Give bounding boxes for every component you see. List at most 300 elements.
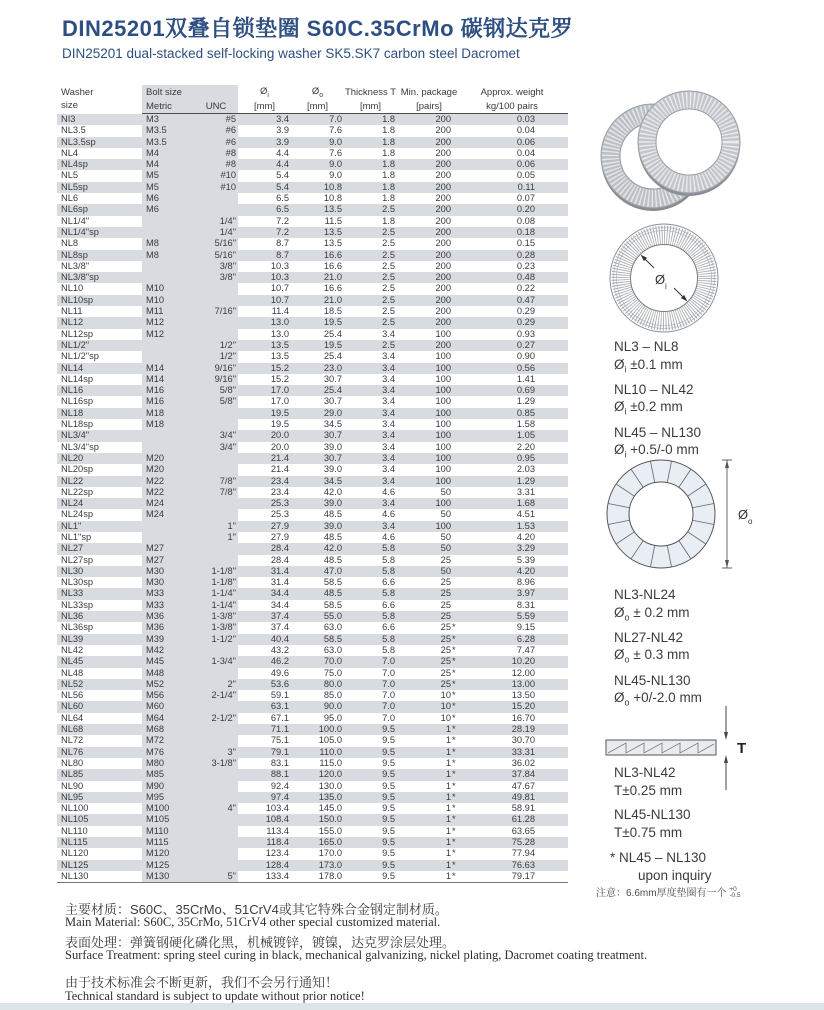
table-cell <box>194 464 238 475</box>
table-cell-package: 1* <box>445 746 456 757</box>
table-cell-weight: 63.65 <box>511 825 535 836</box>
tolerance-value: $Ø_i \pm 0.2$ mm <box>614 399 683 418</box>
table-cell-package: 25 <box>440 599 451 610</box>
table-cell: 5.8 <box>382 565 395 576</box>
washer-product-photo <box>592 88 820 220</box>
table-cell-package: 50 <box>440 543 451 554</box>
table-cell: 7.0 <box>382 701 395 712</box>
table-cell: 46.2 <box>270 656 289 667</box>
table-row <box>57 690 568 701</box>
table-cell: M130 <box>142 871 194 883</box>
table-cell: M14 <box>142 374 194 385</box>
table-cell: 7.6 <box>329 147 342 158</box>
surface-note-zh: 表面处理：弹簧钢硬化磷化黑，机械镀锌，镀镍，达克罗涂层处理。 <box>65 935 456 950</box>
table-cell: 113.4 <box>266 825 289 836</box>
table-cell: 97.4 <box>270 791 289 802</box>
table-cell: 1.8 <box>382 159 395 170</box>
table-cell-weight: 2.20 <box>516 441 535 452</box>
table-cell: #5 <box>194 114 238 126</box>
table-cell-package: 100 <box>435 362 451 373</box>
table-cell: 5.8 <box>382 644 395 655</box>
table-cell: 37.4 <box>270 611 289 622</box>
washer-spec-table <box>57 85 568 883</box>
table-cell: NL11 <box>61 306 83 317</box>
tolerance-range: NL3-NL42 <box>614 765 676 780</box>
outer-diameter-drawing <box>596 456 766 578</box>
table-cell-weight: 0.15 <box>516 238 535 249</box>
table-cell-package: 100 <box>435 464 451 475</box>
table-cell: 19.5 <box>323 317 342 328</box>
table-cell: 5/8" <box>194 385 238 396</box>
tolerance-range: NL3 – NL8 <box>614 339 679 354</box>
thickness-note-cn: 注意：6.6mm厚度垫圈有一个 +0 -0.5 <box>596 885 741 900</box>
table-cell: 1/4" <box>194 216 238 227</box>
table-cell-package: 50 <box>440 486 451 497</box>
table-cell: 9.5 <box>344 871 397 883</box>
table-cell-package: 25* <box>440 678 456 689</box>
table-cell: 58.5 <box>323 599 342 610</box>
table-cell <box>194 848 238 859</box>
spec-table-wrap <box>57 85 568 883</box>
table-cell-package: 200 <box>435 226 451 237</box>
table-cell: 1.8 <box>382 215 395 226</box>
table-cell: #10 <box>194 170 238 181</box>
table-cell-weight: 0.04 <box>516 125 535 136</box>
table-cell: NL3/4" <box>61 430 90 441</box>
table-cell: 21.4 <box>270 464 289 475</box>
table-cell <box>194 498 238 509</box>
table-cell: NL27 <box>61 543 84 554</box>
table-cell: 34.4 <box>270 599 289 610</box>
table-cell: NL42 <box>61 644 84 655</box>
table-row <box>57 295 568 306</box>
table-cell: 75.1 <box>270 735 289 746</box>
table-cell: M39 <box>142 634 194 645</box>
table-cell: 120.0 <box>318 769 342 780</box>
table-row <box>57 656 568 667</box>
table-cell: 10.3 <box>270 260 289 271</box>
table-cell-package: 100 <box>435 498 451 509</box>
table-cell <box>194 453 238 464</box>
table-cell: 58.5 <box>323 577 342 588</box>
table-row <box>57 148 568 159</box>
table-cell: 1.8 <box>382 193 395 204</box>
table-cell: 3.4 <box>382 475 395 486</box>
table-cell: 80.0 <box>323 678 342 689</box>
table-cell: 1-3/8" <box>194 622 238 633</box>
table-cell: NL16 <box>61 385 84 396</box>
table-cell-weight: 0.07 <box>516 193 535 204</box>
table-row <box>57 385 568 396</box>
table-cell: 2.5 <box>382 238 395 249</box>
table-row <box>57 283 568 294</box>
table-cell: M56 <box>142 690 194 701</box>
table-cell: NL1" <box>61 520 82 531</box>
table-cell: M110 <box>142 826 194 837</box>
inner-diameter-drawing <box>598 218 748 340</box>
front-washer-ring <box>638 91 740 196</box>
table-cell: 108.4 <box>265 814 289 825</box>
table-cell-package: 100 <box>435 328 451 339</box>
table-cell: 30.7 <box>323 373 342 384</box>
table-cell: 29.0 <box>323 407 342 418</box>
table-cell: NL22sp <box>61 486 94 497</box>
table-cell: M6 <box>142 193 194 204</box>
table-cell: M72 <box>142 735 194 746</box>
table-cell: 9.5 <box>382 780 395 791</box>
table-cell-package: 200 <box>435 317 451 328</box>
table-row <box>57 216 568 227</box>
table-cell: 3/4" <box>194 430 238 441</box>
table-cell: 133.4 <box>238 871 291 883</box>
table-cell-weight: 1.53 <box>516 520 535 531</box>
table-cell: 23.4 <box>270 475 289 486</box>
table-row <box>57 193 568 204</box>
inquiry-footnote <box>610 849 712 884</box>
table-cell-weight: 0.95 <box>516 452 535 463</box>
table-cell <box>142 272 194 283</box>
table-cell: NL14 <box>61 362 84 373</box>
table-cell-weight: 0.22 <box>516 283 535 294</box>
table-cell: 5.4 <box>276 181 289 192</box>
update-notice-en: Technical standard is subject to update without prior notice! <box>65 989 365 1003</box>
table-cell: M42 <box>142 645 194 656</box>
table-cell: M5 <box>142 170 194 181</box>
surface-note-en: Surface Treatment: spring steel curing in black, mechanical galvanizing, nickel plating, Dacromet coating treatment. <box>65 948 648 962</box>
table-cell: 34.4 <box>270 588 289 599</box>
table-cell: 2.5 <box>382 317 395 328</box>
table-cell <box>194 668 238 679</box>
table-cell: 9.0 <box>329 159 342 170</box>
table-cell-package: 200 <box>435 136 451 147</box>
table-row <box>57 803 568 814</box>
table-cell: M33 <box>142 588 194 599</box>
table-cell: 19.5 <box>323 339 342 350</box>
table-cell: M22 <box>142 487 194 498</box>
table-cell: 4.6 <box>382 531 395 542</box>
table-cell: 2.5 <box>382 294 395 305</box>
table-cell: 7.0 <box>382 656 395 667</box>
table-cell: 11.4 <box>271 306 289 317</box>
table-cell-weight: 10.20 <box>511 656 535 667</box>
table-cell: NL1/2"sp <box>61 351 99 362</box>
header-inner-diameter: $Ø_i$ <box>260 85 269 99</box>
table-cell: NL8 <box>61 238 79 249</box>
table-cell: NL52 <box>61 678 84 689</box>
table-cell: 3.4 <box>382 328 395 339</box>
table-cell-weight: 79.17 <box>461 871 568 883</box>
table-cell: 4.6 <box>382 486 395 497</box>
table-cell-weight: 76.63 <box>511 859 535 870</box>
table-cell: 43.2 <box>270 644 289 655</box>
table-cell: 48.5 <box>323 509 342 520</box>
table-cell: NL120 <box>61 848 89 859</box>
table-cell: 2.5 <box>382 260 395 271</box>
table-cell <box>194 408 238 419</box>
table-cell: 63.1 <box>270 701 289 712</box>
table-cell: 13.5 <box>323 204 342 215</box>
header-pairs-unit: [pairs] <box>397 99 461 114</box>
table-cell: M52 <box>142 679 194 690</box>
table-cell: 3.4 <box>382 362 395 373</box>
table-cell: M76 <box>142 747 194 758</box>
table-cell: NL1/4" <box>61 215 90 226</box>
table-cell: 1-3/4" <box>194 656 238 667</box>
table-cell: M3 <box>142 114 194 126</box>
table-cell-weight: 13.50 <box>511 690 535 701</box>
table-cell-weight: 0.85 <box>516 407 535 418</box>
table-cell-weight: 4.51 <box>516 509 535 520</box>
table-cell: 39.0 <box>323 498 342 509</box>
table-row <box>57 622 568 633</box>
table-cell <box>194 283 238 294</box>
table-cell: 7/16" <box>194 306 238 317</box>
table-cell: 5.8 <box>382 554 395 565</box>
table-cell <box>142 340 194 351</box>
table-cell: 55.0 <box>323 611 342 622</box>
table-cell: 31.4 <box>270 565 289 576</box>
table-cell <box>194 781 238 792</box>
table-cell: 3/4" <box>194 442 238 453</box>
table-row <box>57 871 568 883</box>
table-cell-package: 200 <box>435 125 451 136</box>
table-row <box>57 555 568 566</box>
table-cell-weight: 36.02 <box>511 757 535 768</box>
table-cell: 3/8" <box>194 272 238 283</box>
table-cell: 103.4 <box>265 803 289 814</box>
table-cell: M4 <box>142 159 194 170</box>
table-cell <box>194 826 238 837</box>
table-cell: NL39 <box>61 633 84 644</box>
table-cell-weight: 0.27 <box>516 339 535 350</box>
table-cell <box>194 543 238 554</box>
table-cell-weight: 0.47 <box>516 294 535 305</box>
table-cell: 3.4 <box>382 373 395 384</box>
table-cell: 47.0 <box>323 565 342 576</box>
table-cell-weight: 7.47 <box>516 644 535 655</box>
table-row <box>57 374 568 385</box>
table-cell-weight: 1.05 <box>516 430 535 441</box>
table-cell: 9.5 <box>382 769 395 780</box>
table-cell-weight: 0.08 <box>516 215 535 226</box>
table-cell-package: 100 <box>435 520 451 531</box>
table-cell <box>142 521 194 532</box>
table-cell: 3.9 <box>276 136 289 147</box>
table-cell: M22 <box>142 476 194 487</box>
table-cell-weight: 0.29 <box>516 317 535 328</box>
tolerance-value: T±0.75 mm <box>614 824 683 840</box>
tolerance-value: $Ø_o +0/-2.0$ mm <box>614 690 702 709</box>
table-row <box>57 408 568 419</box>
table-cell: 5.8 <box>382 633 395 644</box>
table-cell: 3.4 <box>382 520 395 531</box>
table-cell-package: 200 <box>435 114 451 124</box>
table-cell: M30 <box>142 566 194 577</box>
table-cell: NL30sp <box>61 577 94 588</box>
table-cell: NL12sp <box>61 328 94 339</box>
table-cell: 6.5 <box>276 193 289 204</box>
tolerance-range: NL45-NL130 <box>614 672 691 688</box>
header-washer-line2: size <box>61 100 78 112</box>
table-row <box>57 588 568 599</box>
table-cell <box>194 317 238 328</box>
table-cell: 128.4 <box>265 859 289 870</box>
table-row <box>57 543 568 554</box>
table-cell: 3/8" <box>194 261 238 272</box>
table-cell: NL130 <box>57 871 142 883</box>
table-row <box>57 396 568 407</box>
table-cell: #10 <box>194 182 238 193</box>
table-cell: 3.4 <box>382 385 395 396</box>
table-cell: NL1/2" <box>61 339 90 350</box>
table-row <box>57 498 568 509</box>
table-cell <box>194 509 238 520</box>
table-cell <box>142 227 194 238</box>
header-weight-unit: kg/100 pairs <box>461 99 568 114</box>
table-cell: 123.4 <box>265 848 289 859</box>
table-cell-package: 1* <box>445 780 456 791</box>
table-cell: NL16sp <box>61 396 94 407</box>
table-cell-weight: 49.81 <box>511 791 535 802</box>
table-cell: M6 <box>142 204 194 215</box>
table-row <box>57 238 568 249</box>
table-cell: 28.4 <box>270 554 289 565</box>
table-cell: 2" <box>194 679 238 690</box>
table-cell-package: 200 <box>435 294 451 305</box>
table-cell-package: 200 <box>435 339 451 350</box>
table-cell-weight: 37.84 <box>511 769 535 780</box>
table-cell-package: 25* <box>440 633 456 644</box>
table-row <box>57 453 568 464</box>
table-cell-weight: 8.31 <box>516 599 535 610</box>
table-row <box>57 125 568 136</box>
tolerance-range: NL10 – NL42 <box>614 381 694 397</box>
table-cell: #6 <box>194 137 238 148</box>
table-cell-weight: 1.29 <box>516 396 535 407</box>
table-cell: NL1/4"sp <box>61 226 99 237</box>
table-cell-package: 1* <box>445 769 456 780</box>
table-cell-package: 200 <box>435 215 451 226</box>
table-cell: 2-1/4" <box>194 690 238 701</box>
table-cell: 9.5 <box>382 735 395 746</box>
table-cell <box>194 295 238 306</box>
table-row <box>57 509 568 520</box>
table-cell: NL6 <box>61 193 79 204</box>
table-cell: #6 <box>194 125 238 136</box>
table-cell-package: 200 <box>435 181 451 192</box>
table-cell: 19.5 <box>270 419 289 430</box>
table-cell: 13.5 <box>270 351 289 362</box>
tolerance-range: NL45-NL130 <box>614 807 691 823</box>
table-cell: 173.0 <box>318 859 342 870</box>
table-cell-weight: 13.00 <box>511 678 535 689</box>
table-cell: 23.0 <box>323 362 342 373</box>
table-cell: 145.0 <box>318 803 342 814</box>
table-cell: M120 <box>142 848 194 859</box>
tolerance-note <box>614 806 691 841</box>
table-cell: NL4 <box>61 147 79 158</box>
table-cell: NL10 <box>61 283 84 294</box>
table-cell: 1-1/4" <box>194 588 238 599</box>
table-cell: 83.1 <box>270 757 289 768</box>
page-title: DIN25201双叠自锁垫圈 S60C.35CrMo 碳钢达克罗 <box>62 16 574 41</box>
table-cell: 79.1 <box>270 746 289 757</box>
table-cell: 9.0 <box>329 136 342 147</box>
table-row <box>57 442 568 453</box>
table-cell-package: 10* <box>440 712 456 723</box>
table-cell-weight: 0.23 <box>516 260 535 271</box>
table-cell: 9.5 <box>382 757 395 768</box>
table-cell: 39.0 <box>323 520 342 531</box>
table-cell-weight: 0.69 <box>516 385 535 396</box>
table-cell: 10.7 <box>270 294 289 305</box>
table-cell: 25.3 <box>270 509 289 520</box>
table-cell: 2.5 <box>382 204 395 215</box>
table-cell: M20 <box>142 453 194 464</box>
table-cell: 5.8 <box>382 611 395 622</box>
table-cell: 92.4 <box>270 780 289 791</box>
table-cell: M64 <box>142 713 194 724</box>
table-cell: NL45 <box>61 656 84 667</box>
di-symbol-label: Ø <box>655 272 666 287</box>
table-cell: 9/16" <box>194 363 238 374</box>
table-cell: NL5sp <box>61 181 88 192</box>
table-cell-weight: 1.29 <box>516 475 535 486</box>
table-cell: 67.1 <box>270 712 289 723</box>
table-cell: 10.8 <box>323 181 342 192</box>
table-row <box>57 781 568 792</box>
table-cell: 8.7 <box>276 249 289 260</box>
table-cell-weight: 75.28 <box>511 837 535 847</box>
table-cell: 13.5 <box>323 238 342 249</box>
table-cell: 3.4 <box>382 464 395 475</box>
table-cell: 10.3 <box>270 272 289 283</box>
table-row <box>57 814 568 825</box>
do-symbol-label: Ø <box>738 507 749 522</box>
table-row <box>57 476 568 487</box>
table-cell: NL20 <box>61 452 84 463</box>
di-tolerance-notes <box>614 338 701 467</box>
table-cell: 3.4 <box>382 430 395 441</box>
svg-text:o: o <box>748 517 753 526</box>
table-cell-weight: 77.94 <box>511 848 535 859</box>
table-cell <box>194 419 238 430</box>
table-cell: 170.0 <box>318 848 342 859</box>
table-cell: 7.0 <box>329 114 342 124</box>
table-cell-package: 100 <box>435 475 451 486</box>
table-cell-weight: 0.28 <box>516 249 535 260</box>
table-cell: NL10sp <box>61 294 94 305</box>
table-cell-weight: 0.56 <box>516 362 535 373</box>
table-row <box>57 137 568 148</box>
table-cell: NL22 <box>61 475 84 486</box>
table-cell-package: 200 <box>435 204 451 215</box>
table-cell <box>194 329 238 340</box>
table-header <box>57 85 568 114</box>
table-cell: M12 <box>142 317 194 328</box>
table-row <box>57 634 568 645</box>
table-row <box>57 713 568 724</box>
table-cell: NL125 <box>61 859 89 870</box>
table-cell: 40.4 <box>270 633 289 644</box>
table-cell: NL85 <box>61 769 84 780</box>
table-cell: 1.8 <box>382 136 395 147</box>
table-cell-weight: 1.68 <box>516 498 535 509</box>
table-cell: NL64 <box>61 712 84 723</box>
table-cell: 3.4 <box>382 498 395 509</box>
table-row <box>57 329 568 340</box>
table-cell <box>194 724 238 735</box>
